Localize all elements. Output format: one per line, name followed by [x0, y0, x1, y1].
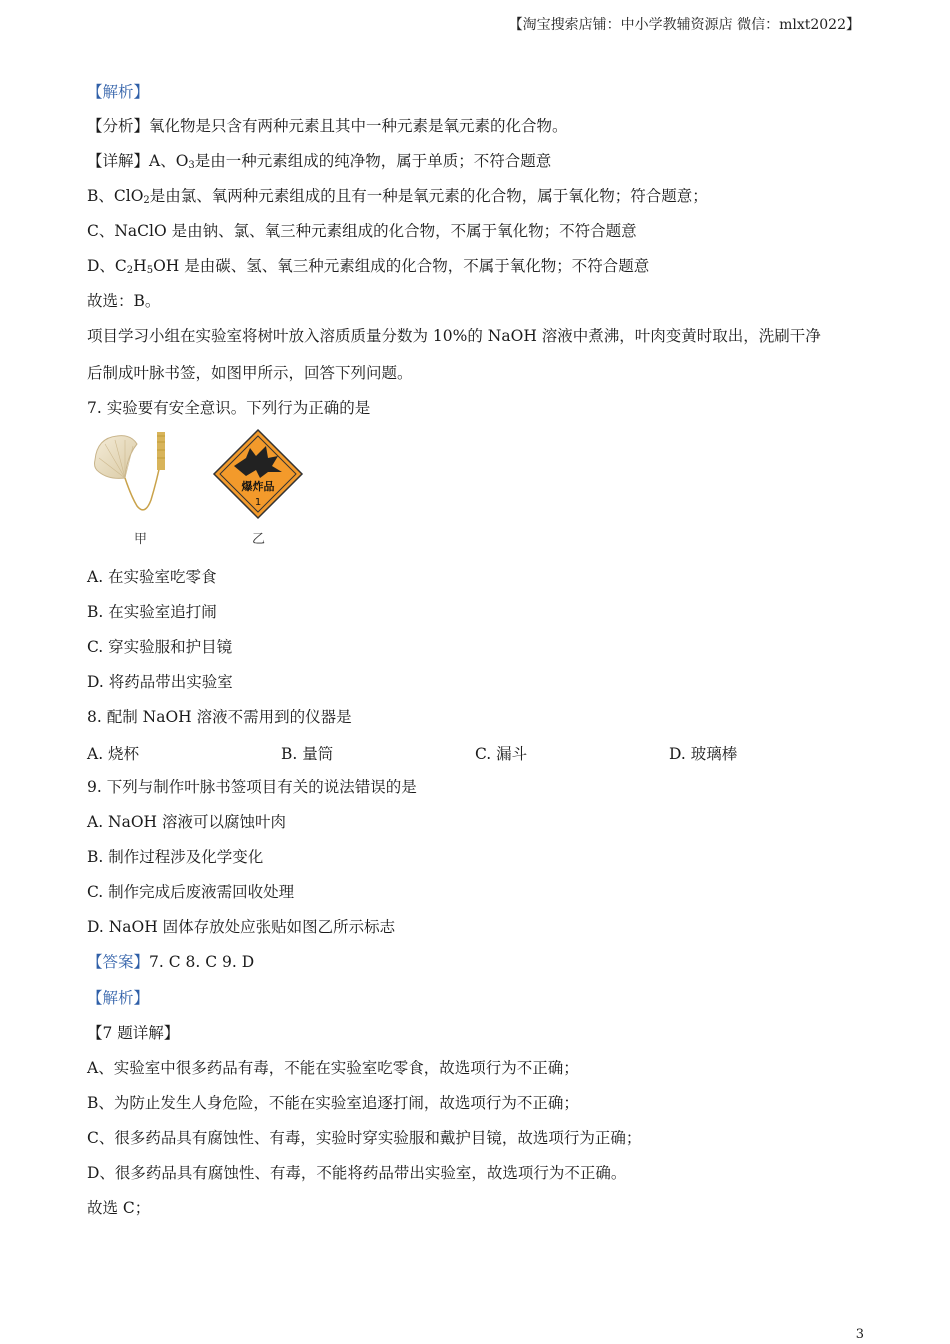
q9-option: B. 制作过程涉及化学变化 [87, 848, 264, 866]
sign-number: 1 [254, 497, 262, 508]
detail-line-d: D、$C_2H_5OH$ 是由碳、氢、氧三种元素组成的化合物，不属于氧化物；不符合题意 [87, 257, 650, 276]
analysis-heading: 【解析】 [87, 83, 150, 101]
q8-option: D. 玻璃棒 [669, 745, 738, 763]
figures [87, 428, 327, 548]
intro-line-1: 项目学习小组在实验室将树叶放入溶质质量分数为 10%的 NaOH 溶液中煮沸，叶肉变黄时取出，洗刷干净 [87, 327, 821, 345]
explosive-hazard-sign [212, 428, 304, 520]
q7-option: C. 穿实验服和护目镜 [87, 638, 233, 656]
analysis-heading-2: 【解析】 [87, 989, 150, 1007]
q9-option: C. 制作完成后废液需回收处理 [87, 883, 295, 901]
q7-detail-line: A、实验室中很多药品有毒，不能在实验室吃零食，故选项行为不正确； [87, 1059, 579, 1077]
page-number: 3 [855, 1327, 864, 1342]
q8-option: A. 烧杯 [87, 745, 140, 763]
question-9-stem: 9. 下列与制作叶脉书签项目有关的说法错误的是 [87, 778, 417, 796]
page-header: 【淘宝搜索店铺：中小学教辅资源店 微信：mlxt2022】 [508, 17, 860, 33]
q8-option: B. 量筒 [281, 745, 334, 763]
detail-line-b: B、ClO$_2$是由氯、氧两种元素组成的且有一种是氧元素的化合物，属于氧化物；符合题意； [87, 187, 708, 206]
question-8-stem: 8. 配制 NaOH 溶液不需用到的仪器是 [87, 708, 352, 726]
q7-detail-title: 【7 题详解】 [87, 1024, 180, 1042]
sign-label: 爆炸品 [241, 480, 275, 493]
q9-option: A. NaOH 溶液可以腐蚀叶肉 [87, 813, 287, 831]
q7-option: D. 将药品带出实验室 [87, 673, 233, 691]
q7-detail-line: D、很多药品具有腐蚀性、有毒，不能将药品带出实验室，故选项行为不正确。 [87, 1164, 627, 1182]
q9-option: D. NaOH 固体存放处应张贴如图乙所示标志 [87, 918, 396, 936]
q7-detail-line: B、为防止发生人身危险，不能在实验室追逐打闹，故选项行为不正确； [87, 1094, 579, 1112]
analysis-line: 【分析】氧化物是只含有两种元素且其中一种元素是氧元素的化合物。 [87, 117, 568, 135]
detail-line-c: C、NaClO 是由钠、氯、氧三种元素组成的化合物，不属于氧化物；不符合题意 [87, 222, 637, 240]
figure-label-jia: 甲 [134, 532, 148, 547]
q7-option: A. 在实验室吃零食 [87, 568, 217, 586]
detail-line-a: 【详解】A、$O_3$是由一种元素组成的纯净物，属于单质；不符合题意 [87, 152, 552, 171]
answer-line: 【答案】7. C 8. C 9. D [87, 953, 255, 971]
question-7-stem: 7. 实验要有安全意识。下列行为正确的是 [87, 399, 371, 417]
intro-line-2: 后制成叶脉书签，如图甲所示，回答下列问题。 [87, 364, 413, 382]
q8-option: C. 漏斗 [475, 745, 528, 763]
ginkgo-bookmark-image [87, 430, 187, 522]
q7-option: B. 在实验室追打闹 [87, 603, 217, 621]
q7-detail-line: C、很多药品具有腐蚀性、有毒，实验时穿实验服和戴护目镜，故选项行为正确； [87, 1129, 642, 1147]
conclusion-line: 故选：B。 [87, 292, 161, 310]
q7-conclusion: 故选 C； [87, 1199, 151, 1217]
figure-label-yi: 乙 [252, 532, 266, 547]
